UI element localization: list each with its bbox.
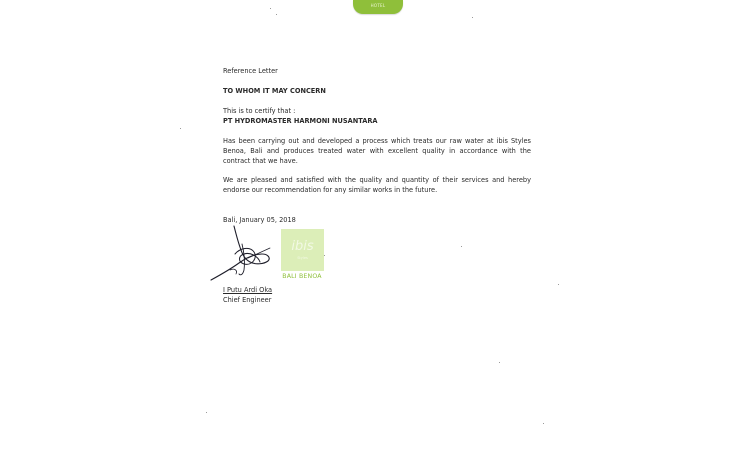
scan-speck xyxy=(543,423,544,424)
hotel-logo xyxy=(353,0,403,14)
signatory-name: I Putu Ardi Oka xyxy=(223,286,273,294)
company-name: PT HYDROMASTER HARMONI NUSANTARA xyxy=(223,117,378,125)
stamp-logo-sub: Styles xyxy=(297,256,308,260)
letter-heading: Reference Letter xyxy=(223,67,278,75)
signatory-title: Chief Engineer xyxy=(223,296,272,304)
salutation: TO WHOM IT MAY CONCERN xyxy=(223,87,326,95)
certify-line: This is to certify that : xyxy=(223,107,296,115)
stamp-location: BALI BENOA xyxy=(282,273,322,280)
scan-speck xyxy=(270,8,271,9)
scan-speck xyxy=(558,284,559,285)
stamp-logo-text: ibis xyxy=(291,239,314,254)
scan-speck xyxy=(461,246,462,247)
scan-speck xyxy=(324,255,325,256)
scan-speck xyxy=(276,14,277,15)
hotel-stamp xyxy=(278,229,326,287)
scan-speck xyxy=(499,362,500,363)
letter-date: Bali, January 05, 2018 xyxy=(223,216,296,224)
signatory-block xyxy=(223,285,272,305)
scan-speck xyxy=(180,128,181,129)
scan-speck xyxy=(206,412,207,413)
paragraph-2: We are pleased and satisfied with the quality and quantity of their services and hereby endorse our recommendation for any similar works in the future. xyxy=(223,176,531,194)
signature-drawing xyxy=(208,224,278,286)
scan-speck xyxy=(472,17,473,18)
paragraph-1: Has been carrying out and developed a process which treats our raw water at ibis Styles Benoa, Bali and produces treated water with excellent quality in accordance with the contract that we have. xyxy=(223,137,531,165)
hotel-logo-text: HOTEL xyxy=(370,3,386,8)
